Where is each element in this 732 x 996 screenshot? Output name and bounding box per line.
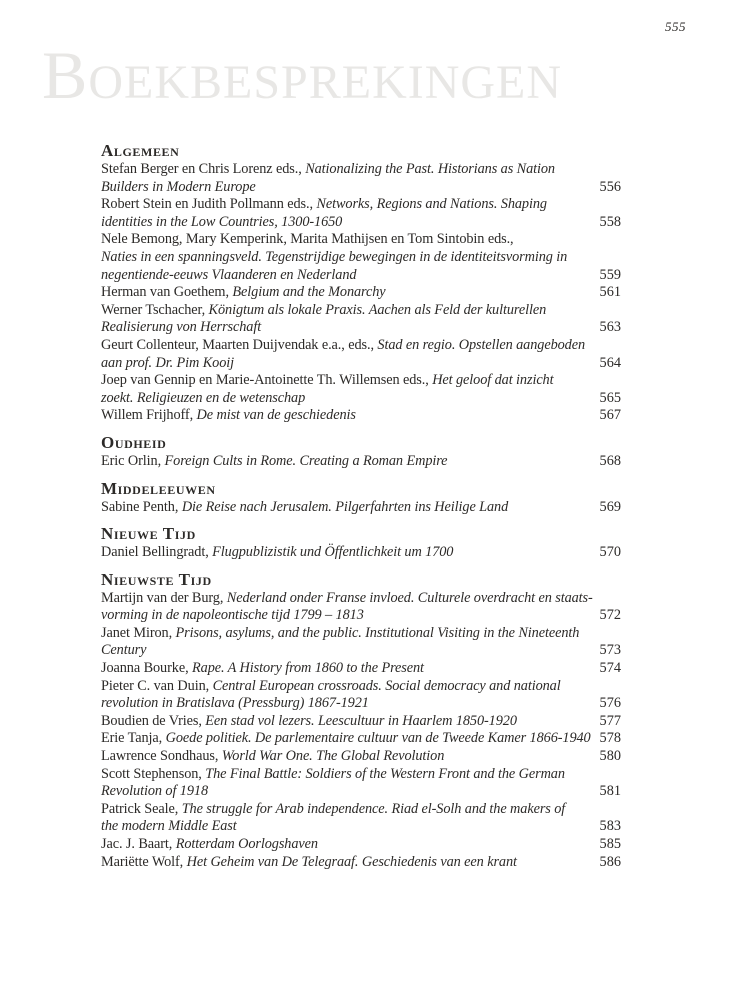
entry-line [101,355,621,373]
toc-entry [101,499,621,517]
entry-title-text: Century [101,642,147,659]
entry-line [101,801,621,819]
toc-entry [101,766,621,801]
entry-author-text: Boudien de Vries, [101,712,206,729]
entry-line [101,713,621,731]
entry-title-text: Belgium and the Monarchy [232,284,386,301]
entry-line [101,302,621,320]
entry-author-text: Sabine Penth, [101,498,182,515]
entry-author-text: Pieter C. van Duin, [101,677,213,694]
toc-entry [101,337,621,372]
toc-entry [101,713,621,731]
entry-author-text: Joep van Gennip en Marie-Antoinette Th. Willemsen eds., [101,372,433,389]
entry-page-number: 569 [594,499,621,517]
toc-section [101,479,621,517]
entry-author-text: Lawrence Sondhaus, [101,748,222,765]
entry-title-text: Central European crossroads. Social democracy and national [212,677,561,694]
entry-line [101,196,621,214]
entry-line [101,319,621,337]
entry-line [101,499,621,517]
section-heading: Nieuwste Tijd [101,569,212,589]
section-heading: Middeleeuwen [101,478,216,498]
entry-line [101,766,621,784]
entry-title-text: The Final Battle: Soldiers of the Western Front and the German [205,765,565,782]
entry-line [101,179,621,197]
section-heading: Nieuwe Tijd [101,524,196,544]
entry-line [101,678,621,696]
entry-title-text: vorming in de napoleontische tijd 1799 – 1813 [101,607,364,624]
section-heading: Oudheid [101,432,167,452]
entry-author-text: Patrick Seale, [101,800,182,817]
entry-line [101,267,621,285]
toc-entry [101,801,621,836]
entry-title-text: Het Geheim van De Telegraaf. Geschiedenis van een krant [186,853,517,870]
entry-line [101,590,621,608]
entry-line [101,695,621,713]
toc-section [101,570,621,872]
toc-entry [101,302,621,337]
entry-title-text: Flugpublizistik und Öffentlichkeit um 1700 [212,544,454,561]
entry-author-text: Stefan Berger en Chris Lorenz eds., [101,161,306,177]
entry-author-text: Jac. J. Baart, [101,836,176,852]
toc-entry [101,284,621,302]
toc-entry [101,590,621,625]
entry-title-text: identities in the Low Countries, 1300-1650 [101,213,343,230]
entry-author-text: Janet Miron, [101,624,176,641]
entry-title-text: Een stad vol lezers. Leescultuur in Haarlem 1850-1920 [205,712,517,729]
entry-title-text: Networks, Regions and Nations. Shaping [316,196,547,213]
entry-title-text: Rape. A History from 1860 to the Present [192,660,424,677]
entry-page-number: 581 [594,783,621,801]
toc-entry [101,196,621,231]
entry-page-number: 577 [594,713,621,731]
entry-author-text: Nele Bemong, Mary Kemperink, Marita Mathijsen en Tom Sintobin eds., [101,231,514,248]
toc-entry [101,161,621,196]
toc-entry [101,836,621,854]
entry-line [101,854,621,872]
entry-title-text: World War One. The Global Revolution [221,748,445,765]
toc-entry [101,544,621,562]
entry-line [101,231,621,249]
entry-page-number: 574 [594,660,621,678]
toc-entry [101,231,621,284]
entry-page-number: 572 [594,607,621,625]
entry-author-text: Eric Orlin, [101,452,165,469]
entry-author-text: Willem Frijhoff, [101,407,197,424]
entry-title-text: Rotterdam Oorlogshaven [175,836,318,852]
entry-line [101,607,621,625]
entry-title-text: Het geloof dat inzicht [432,372,554,389]
entry-line [101,748,621,766]
entry-page-number: 583 [594,818,621,836]
entry-line [101,372,621,390]
entry-line [101,390,621,408]
toc-entry [101,678,621,713]
entry-line [101,818,621,836]
entry-page-number: 568 [594,453,621,471]
entry-line [101,730,621,748]
entry-page-number: 559 [594,267,621,285]
entry-title-text: Königtum als lokale Praxis. Aachen als Feld der kulturellen [208,301,547,318]
entry-line [101,407,621,425]
entry-author-text: Martijn van der Burg, [101,589,227,606]
entry-page-number: 585 [594,836,621,854]
entry-author-text: Werner Tschacher, [101,301,209,318]
entry-title-text: zoekt. Religieuzen en de wetenschap [101,389,306,406]
entry-page-number: 586 [594,854,621,872]
entry-title-text: De mist van de geschiedenis [196,407,356,424]
entry-line [101,836,621,854]
entry-line [101,453,621,471]
toc-section [101,524,621,562]
entry-title-text: Naties in een spanningsveld. Tegenstrijdige bewegingen in de identiteitsvorming in [101,248,568,265]
entry-page-number: 563 [594,319,621,337]
entry-page-number: 573 [594,642,621,660]
entry-title-text: Builders in Modern Europe [101,178,256,195]
entry-line [101,214,621,232]
entry-line [101,284,621,302]
entry-author-text: Daniel Bellingradt, [101,544,213,561]
entry-title-text: revolution in Bratislava (Pressburg) 1867-1921 [101,695,369,712]
entry-author-text: Joanna Bourke, [101,660,193,677]
toc-entry [101,407,621,425]
entry-title-text: Die Reise nach Jerusalem. Pilgerfahrten ins Heilige Land [181,498,509,515]
entry-page-number: 561 [594,284,621,302]
entry-line [101,161,621,179]
entry-page-number: 576 [594,695,621,713]
entry-line [101,544,621,562]
entry-page-number: 564 [594,355,621,373]
entry-line [101,783,621,801]
entry-page-number: 567 [594,407,621,425]
entry-title-text: Goede politiek. De parlementaire cultuur van de Tweede Kamer 1866-1940 [165,730,591,747]
entry-author-text: Mariëtte Wolf, [101,853,187,870]
entry-line [101,642,621,660]
page-number: 555 [665,19,686,34]
section-heading: Algemeen [101,141,180,160]
entry-line [101,660,621,678]
entry-line [101,337,621,355]
entry-author-text: Robert Stein en Judith Pollmann eds., [101,196,317,213]
toc-entry [101,660,621,678]
entry-title-text: Revolution of 1918 [101,783,208,800]
toc-entry [101,372,621,407]
toc-entry [101,730,621,748]
entry-page-number: 570 [594,544,621,562]
entry-author-text: Herman van Goethem, [101,284,233,301]
entry-title-text: Foreign Cults in Rome. Creating a Roman Empire [164,452,448,469]
table-of-contents [101,141,621,871]
entry-title-text: negentiende-eeuws Vlaanderen en Nederland [101,266,357,283]
entry-page-number: 556 [594,179,621,197]
entry-title-text: aan prof. Dr. Pim Kooij [101,354,235,371]
entry-title-text: the modern Middle East [101,818,237,835]
entry-author-text: Geurt Collenteur, Maarten Duijvendak e.a., eds., [101,336,378,353]
entry-title-text: Realisierung von Herrschaft [101,319,262,336]
entry-title-text: Nederland onder Franse invloed. Culturele overdracht en staats- [226,589,593,606]
toc-section [101,141,621,425]
entry-page-number: 580 [594,748,621,766]
page-title: Boekbesprekingen [42,37,563,113]
entry-page-number: 565 [594,390,621,408]
entry-page-number: 558 [594,214,621,232]
entry-page-number: 578 [594,730,621,748]
entry-line [101,625,621,643]
toc-entry [101,854,621,872]
toc-section [101,433,621,471]
entry-author-text: Scott Stephenson, [101,765,206,782]
entry-title-text: The struggle for Arab independence. Riad el-Solh and the makers of [181,800,566,817]
entry-title-text: Nationalizing the Past. Historians as Nation [305,161,555,177]
entry-line [101,249,621,267]
toc-entry [101,453,621,471]
entry-author-text: Erie Tanja, [101,730,166,747]
entry-title-text: Prisons, asylums, and the public. Institutional Visiting in the Nineteenth [175,624,580,641]
toc-entry [101,748,621,766]
entry-title-text: Stad en regio. Opstellen aangeboden [377,336,586,353]
toc-entry [101,625,621,660]
